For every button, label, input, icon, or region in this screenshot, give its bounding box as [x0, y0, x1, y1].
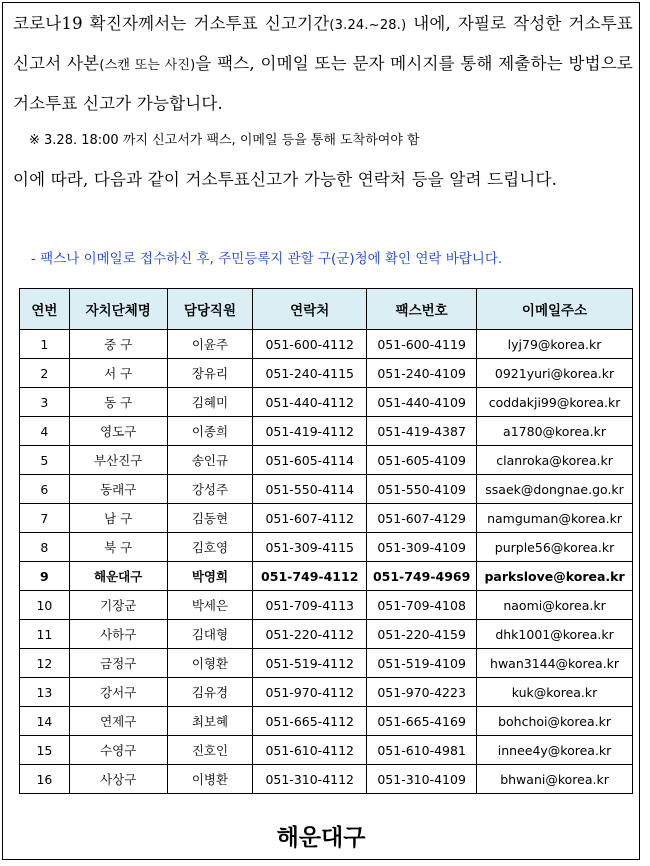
- cell-number: 2: [20, 359, 70, 388]
- cell-phone: 051-519-4112: [253, 649, 367, 678]
- cell-email[interactable]: kuk@korea.kr: [477, 678, 633, 707]
- cell-phone: 051-419-4112: [253, 417, 367, 446]
- cell-email[interactable]: bohchoi@korea.kr: [477, 707, 633, 736]
- cell-district: 사하구: [69, 620, 167, 649]
- cell-staff: 김유경: [167, 678, 253, 707]
- cell-fax: 051-309-4109: [367, 533, 477, 562]
- cell-phone: 051-550-4114: [253, 475, 367, 504]
- cell-number: 3: [20, 388, 70, 417]
- cell-district: 금정구: [69, 649, 167, 678]
- contact-table: [19, 288, 633, 794]
- table-row: [20, 359, 633, 388]
- cell-email[interactable]: namguman@korea.kr: [477, 504, 633, 533]
- cell-phone: 051-310-4112: [253, 765, 367, 794]
- cell-staff: 강성주: [167, 475, 253, 504]
- cell-district: 해운대구: [69, 562, 167, 591]
- cell-number: 15: [20, 736, 70, 765]
- table-row: [20, 475, 633, 504]
- cell-email[interactable]: lyj79@korea.kr: [477, 330, 633, 359]
- cell-district: 강서구: [69, 678, 167, 707]
- cell-email[interactable]: dhk1001@korea.kr: [477, 620, 633, 649]
- cell-number: 7: [20, 504, 70, 533]
- cell-staff: 김동현: [167, 504, 253, 533]
- table-row: [20, 649, 633, 678]
- cell-email[interactable]: purple56@korea.kr: [477, 533, 633, 562]
- cell-district: 서 구: [69, 359, 167, 388]
- cell-number: 1: [20, 330, 70, 359]
- table-row: [20, 533, 633, 562]
- cell-number: 10: [20, 591, 70, 620]
- cell-email[interactable]: naomi@korea.kr: [477, 591, 633, 620]
- table-row: [20, 504, 633, 533]
- header-number: 연번: [20, 289, 70, 330]
- cell-fax: 051-220-4159: [367, 620, 477, 649]
- cell-email[interactable]: ssaek@dongnae.go.kr: [477, 475, 633, 504]
- cell-district: 부산진구: [69, 446, 167, 475]
- cell-number: 8: [20, 533, 70, 562]
- cell-number: 12: [20, 649, 70, 678]
- cell-fax: 051-607-4129: [367, 504, 477, 533]
- table-row: [20, 388, 633, 417]
- cell-staff: 김혜미: [167, 388, 253, 417]
- cell-email[interactable]: a1780@korea.kr: [477, 417, 633, 446]
- cell-district: 중 구: [69, 330, 167, 359]
- cell-staff: 진호인: [167, 736, 253, 765]
- header-staff: 담당직원: [167, 289, 253, 330]
- intro-line1: 코로나19 확진자께서는 거소투표 신고기간: [13, 14, 330, 33]
- cell-district: 연제구: [69, 707, 167, 736]
- cell-number: 4: [20, 417, 70, 446]
- cell-staff: 김호영: [167, 533, 253, 562]
- cell-fax: 051-550-4109: [367, 475, 477, 504]
- cell-phone: 051-309-4115: [253, 533, 367, 562]
- cell-fax: 051-709-4108: [367, 591, 477, 620]
- cell-email[interactable]: coddakji99@korea.kr: [477, 388, 633, 417]
- notice-page: [2, 2, 640, 860]
- cell-email[interactable]: 0921yuri@korea.kr: [477, 359, 633, 388]
- cell-staff: 김대형: [167, 620, 253, 649]
- cell-fax: 051-240-4109: [367, 359, 477, 388]
- table-row: [20, 678, 633, 707]
- table-row: [20, 707, 633, 736]
- cell-staff: 송인규: [167, 446, 253, 475]
- cell-district: 동래구: [69, 475, 167, 504]
- cell-phone: 051-610-4112: [253, 736, 367, 765]
- cell-staff: 이병환: [167, 765, 253, 794]
- cell-staff: 이형환: [167, 649, 253, 678]
- cell-staff: 최보혜: [167, 707, 253, 736]
- cell-staff: 이종희: [167, 417, 253, 446]
- table-row: [20, 765, 633, 794]
- cell-phone: 051-970-4112: [253, 678, 367, 707]
- header-fax: 팩스번호: [367, 289, 477, 330]
- cell-number: 5: [20, 446, 70, 475]
- cell-number: 13: [20, 678, 70, 707]
- cell-phone: 051-607-4112: [253, 504, 367, 533]
- cell-phone: 051-709-4113: [253, 591, 367, 620]
- intro-period: (3.24.~28.): [329, 18, 407, 33]
- cell-fax: 051-605-4109: [367, 446, 477, 475]
- cell-number: 11: [20, 620, 70, 649]
- cell-fax: 051-665-4169: [367, 707, 477, 736]
- cell-staff: 장유리: [167, 359, 253, 388]
- cell-district: 동 구: [69, 388, 167, 417]
- cell-email[interactable]: hwan3144@korea.kr: [477, 649, 633, 678]
- intro-paragraph: [13, 5, 633, 123]
- cell-phone: 051-605-4114: [253, 446, 367, 475]
- cell-phone: 051-240-4115: [253, 359, 367, 388]
- cell-staff: 박영희: [167, 562, 253, 591]
- table-row: [20, 417, 633, 446]
- cell-district: 사상구: [69, 765, 167, 794]
- cell-email[interactable]: parkslove@korea.kr: [477, 562, 633, 591]
- footer-title: 해운대구: [276, 824, 366, 851]
- header-phone: 연락처: [253, 289, 367, 330]
- table-row: [20, 562, 633, 591]
- cell-fax: 051-749-4969: [367, 562, 477, 591]
- deadline-note: ※ 3.28. 18:00 까지 신고서가 팩스, 이메일 등을 통해 도착하여야 함: [29, 133, 420, 148]
- cell-email[interactable]: innee4y@korea.kr: [477, 736, 633, 765]
- cell-phone: 051-440-4112: [253, 388, 367, 417]
- cell-fax: 051-600-4119: [367, 330, 477, 359]
- cell-district: 남 구: [69, 504, 167, 533]
- cell-fax: 051-440-4109: [367, 388, 477, 417]
- cell-district: 영도구: [69, 417, 167, 446]
- intro-copy-note: (스캔 또는 사진): [99, 58, 196, 73]
- confirmation-note: - 팩스나 이메일로 접수하신 후, 주민등록지 관할 구(군)청에 확인 연락 바랍니다.: [31, 251, 503, 267]
- cell-district: 북 구: [69, 533, 167, 562]
- table-row: [20, 330, 633, 359]
- cell-email[interactable]: clanroka@korea.kr: [477, 446, 633, 475]
- cell-fax: 051-970-4223: [367, 678, 477, 707]
- cell-email[interactable]: bhwani@korea.kr: [477, 765, 633, 794]
- cell-district: 기장군: [69, 591, 167, 620]
- cell-fax: 051-519-4109: [367, 649, 477, 678]
- cell-fax: 051-310-4109: [367, 765, 477, 794]
- cell-fax: 051-419-4387: [367, 417, 477, 446]
- cell-number: 9: [20, 562, 70, 591]
- cell-phone: 051-749-4112: [253, 562, 367, 591]
- table-row: [20, 736, 633, 765]
- cell-district: 수영구: [69, 736, 167, 765]
- table-row: [20, 446, 633, 475]
- intro-line1-rest: 내에, 자필로 작성한 거소투표신고서 사본: [13, 14, 633, 73]
- cell-number: 14: [20, 707, 70, 736]
- cell-number: 16: [20, 765, 70, 794]
- cell-fax: 051-610-4981: [367, 736, 477, 765]
- cell-phone: 051-600-4112: [253, 330, 367, 359]
- cell-staff: 박세은: [167, 591, 253, 620]
- cell-phone: 051-220-4112: [253, 620, 367, 649]
- guide-paragraph: 이에 따라, 다음과 같이 거소투표신고가 가능한 연락처 등을 알려 드립니다.: [13, 170, 558, 189]
- cell-staff: 이윤주: [167, 330, 253, 359]
- intro-line2-rest: 을 팩스, 이메일 또는 문자 메시지를 통해 제출하는 방법으로 거소투표 신고가 가능합니다.: [13, 54, 634, 113]
- table-row: [20, 591, 633, 620]
- header-email: 이메일주소: [477, 289, 633, 330]
- table-header-row: [20, 289, 633, 330]
- table-row: [20, 620, 633, 649]
- header-district: 자치단체명: [69, 289, 167, 330]
- cell-number: 6: [20, 475, 70, 504]
- cell-phone: 051-665-4112: [253, 707, 367, 736]
